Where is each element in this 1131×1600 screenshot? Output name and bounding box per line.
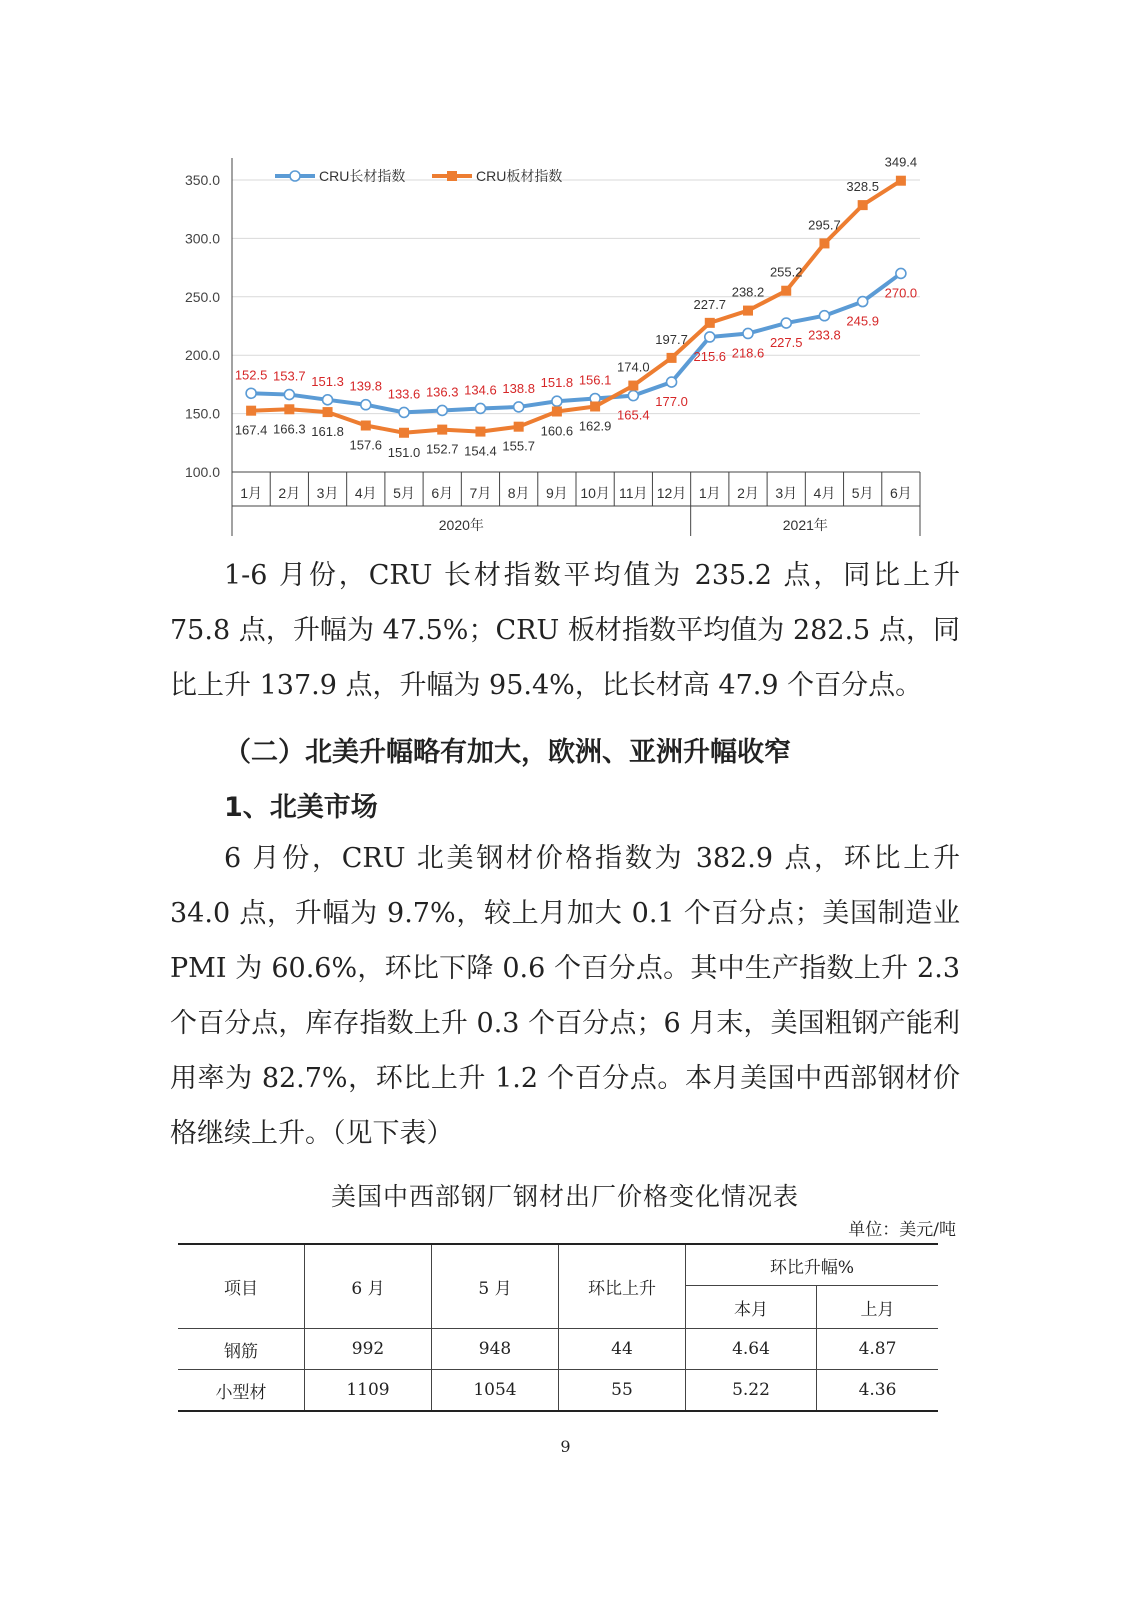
table-unit: 单位：美元/吨 bbox=[848, 1220, 956, 1240]
row-name: 钢筋 bbox=[178, 1329, 305, 1370]
x-category-label: 3月 bbox=[775, 485, 798, 501]
data-label-upper: 153.7 bbox=[273, 368, 306, 384]
chart-axes bbox=[232, 158, 920, 536]
data-label-upper: 156.1 bbox=[578, 372, 612, 388]
y-tick-label: 150.0 bbox=[184, 405, 220, 422]
data-point-flat-products bbox=[323, 407, 333, 417]
data-point-long-products bbox=[437, 405, 447, 415]
x-category-label: 12月 bbox=[656, 485, 687, 501]
data-label-long-products: 165.4 bbox=[617, 407, 650, 423]
data-point-long-products bbox=[399, 407, 409, 417]
data-label-long-products: 215.6 bbox=[693, 348, 727, 364]
chart-series bbox=[246, 176, 906, 438]
row-this-month: 5.22 bbox=[686, 1370, 817, 1412]
row-this-month: 4.64 bbox=[686, 1329, 817, 1370]
row-rise: 44 bbox=[559, 1329, 686, 1370]
x-category-label: 6月 bbox=[889, 485, 912, 501]
header-item: 项目 bbox=[178, 1244, 305, 1329]
data-label-flat-products: 174.0 bbox=[617, 359, 650, 375]
y-tick-label: 250.0 bbox=[184, 288, 220, 305]
data-point-long-products bbox=[896, 268, 906, 278]
table-row bbox=[178, 1370, 938, 1412]
x-category-label: 8月 bbox=[507, 485, 530, 501]
data-label-lower: 152.7 bbox=[425, 441, 459, 457]
legend-label-flat-products: CRU板材指数 bbox=[476, 168, 563, 184]
data-label-flat-products: 328.5 bbox=[846, 179, 879, 195]
header-may: 5 月 bbox=[432, 1244, 559, 1329]
data-label-upper: 139.8 bbox=[349, 378, 383, 394]
x-category-label: 1月 bbox=[698, 485, 721, 501]
data-point-flat-products bbox=[514, 422, 524, 432]
data-point-flat-products bbox=[781, 286, 791, 296]
data-point-long-products bbox=[819, 311, 829, 321]
data-label-lower: 155.7 bbox=[502, 438, 535, 454]
data-point-flat-products bbox=[896, 176, 906, 186]
data-label-flat-products: 295.7 bbox=[808, 217, 841, 233]
data-label-upper: 133.6 bbox=[387, 386, 421, 402]
data-point-long-products bbox=[743, 328, 753, 338]
data-point-long-products bbox=[781, 318, 791, 328]
data-label-flat-products: 238.2 bbox=[731, 284, 765, 300]
data-label-flat-products: 197.7 bbox=[655, 331, 688, 347]
subsection-heading-north-america-market: 1、北美市场 bbox=[224, 792, 378, 823]
x-category-label: 2月 bbox=[737, 485, 759, 501]
data-label-upper: 151.8 bbox=[540, 375, 574, 391]
data-point-flat-products bbox=[667, 353, 677, 363]
data-point-long-products bbox=[514, 402, 524, 412]
data-label-long-products: 227.5 bbox=[769, 335, 803, 351]
paragraph-cru-summary: 1-6 月份，CRU 长材指数平均值为 235.2 点，同比上升 75.8 点，升幅为 47.5%；CRU 板材指数平均值为 282.5 点，同比上升 137.9 点，升幅为 95.4%，比长材高 47.9 个百分点。 bbox=[170, 560, 960, 701]
data-label-lower: 166.3 bbox=[273, 421, 306, 437]
table-header-row bbox=[178, 1244, 938, 1286]
row-may: 1054 bbox=[432, 1370, 559, 1412]
x-category-label: 4月 bbox=[813, 485, 836, 501]
table-title: 美国中西部钢厂钢材出厂价格变化情况表 bbox=[330, 1182, 799, 1211]
data-point-flat-products bbox=[475, 427, 485, 437]
data-point-flat-products bbox=[705, 318, 715, 328]
data-point-flat-products bbox=[628, 381, 638, 391]
data-point-long-products bbox=[858, 297, 868, 307]
data-point-long-products bbox=[246, 388, 256, 398]
x-category-label: 7月 bbox=[469, 485, 492, 501]
row-rise: 55 bbox=[559, 1370, 686, 1412]
data-point-long-products bbox=[667, 377, 677, 387]
data-label-lower: 161.8 bbox=[311, 424, 344, 440]
data-label-upper: 152.5 bbox=[234, 367, 268, 383]
data-label-upper: 138.8 bbox=[502, 380, 535, 396]
header-this-month: 本月 bbox=[686, 1286, 817, 1329]
price-change-table bbox=[178, 1243, 938, 1412]
header-mom-rise: 环比上升 bbox=[559, 1244, 686, 1329]
data-point-flat-products bbox=[437, 425, 447, 435]
data-label-lower: 157.6 bbox=[349, 437, 383, 453]
header-june: 6 月 bbox=[305, 1244, 432, 1329]
data-label-lower: 154.4 bbox=[464, 443, 497, 459]
x-category-label: 9月 bbox=[545, 485, 568, 501]
data-point-long-products bbox=[284, 390, 294, 400]
data-point-long-products bbox=[705, 332, 715, 342]
data-point-flat-products bbox=[590, 401, 600, 411]
row-name: 小型材 bbox=[178, 1370, 305, 1412]
data-point-flat-products bbox=[819, 238, 829, 248]
data-label-lower: 151.0 bbox=[387, 444, 421, 460]
data-label-lower: 160.6 bbox=[540, 423, 574, 439]
row-last-month: 4.87 bbox=[817, 1329, 939, 1370]
data-point-flat-products bbox=[246, 406, 256, 416]
page-number: 9 bbox=[560, 1437, 571, 1456]
data-point-long-products bbox=[628, 391, 638, 401]
data-point-flat-products bbox=[858, 200, 868, 210]
chart-legend bbox=[275, 168, 562, 184]
x-group-label: 2020年 bbox=[438, 517, 484, 533]
data-label-long-products: 270.0 bbox=[884, 285, 918, 301]
x-category-label: 11月 bbox=[619, 485, 648, 501]
header-last-month: 上月 bbox=[860, 1299, 895, 1320]
data-label-flat-products: 255.2 bbox=[769, 264, 803, 280]
data-point-flat-products bbox=[284, 404, 294, 414]
cru-index-chart bbox=[170, 140, 960, 550]
data-point-long-products bbox=[361, 400, 371, 410]
x-category-label: 4月 bbox=[354, 485, 377, 501]
data-label-lower: 167.4 bbox=[234, 422, 268, 438]
row-june: 1109 bbox=[305, 1370, 432, 1412]
x-category-label: 1月 bbox=[240, 485, 263, 501]
x-category-label: 10月 bbox=[580, 485, 610, 501]
data-label-lower: 162.9 bbox=[578, 418, 612, 434]
legend-marker-flat-products bbox=[447, 171, 457, 181]
legend-marker-long-products bbox=[290, 171, 300, 181]
data-label-upper: 151.3 bbox=[311, 373, 344, 389]
row-may: 948 bbox=[432, 1329, 559, 1370]
series-line-flat-products bbox=[251, 181, 901, 433]
data-point-long-products bbox=[323, 395, 333, 405]
x-category-label: 5月 bbox=[393, 485, 415, 501]
data-label-flat-products: 349.4 bbox=[884, 154, 918, 170]
section-heading-north-america-rise: （二）北美升幅略有加大，欧洲、亚洲升幅收窄 bbox=[224, 737, 791, 768]
row-june: 992 bbox=[305, 1329, 432, 1370]
data-point-long-products bbox=[475, 403, 485, 413]
x-category-label: 2月 bbox=[278, 485, 301, 501]
x-category-label: 6月 bbox=[431, 485, 454, 501]
data-point-long-products bbox=[552, 396, 562, 406]
y-tick-label: 200.0 bbox=[184, 347, 220, 364]
data-point-flat-products bbox=[743, 306, 753, 316]
data-label-long-products: 177.0 bbox=[655, 394, 688, 410]
row-last-month: 4.36 bbox=[817, 1370, 939, 1412]
table-row bbox=[178, 1329, 938, 1370]
data-label-upper: 134.6 bbox=[464, 382, 497, 398]
data-label-long-products: 233.8 bbox=[808, 327, 841, 343]
legend-label-long-products: CRU长材指数 bbox=[319, 168, 406, 184]
x-group-label: 2021年 bbox=[782, 517, 828, 533]
data-label-upper: 136.3 bbox=[425, 384, 459, 400]
data-label-long-products: 245.9 bbox=[846, 313, 879, 329]
header-mom-pct: 环比升幅% bbox=[686, 1244, 939, 1286]
x-category-label: 5月 bbox=[851, 485, 874, 501]
data-label-long-products: 218.6 bbox=[731, 345, 765, 361]
data-label-flat-products: 227.7 bbox=[693, 296, 727, 312]
y-tick-label: 350.0 bbox=[184, 172, 220, 188]
y-tick-label: 300.0 bbox=[184, 230, 220, 247]
paragraph-north-america-details: 6 月份，CRU 北美钢材价格指数为 382.9 点，环比上升 34.0 点，升幅为 9.7%，较上月加大 0.1 个百分点；美国制造业 PMI 为 60.6%，环比下降 0.6 个百分点。其中生产指数上升 2.3 个百分点，库存指数上升 0.3 个百分点；6 月末，美国粗钢产能利用率为 82.7%，环比上升 1.2 个百分点。本月美国中西部钢材价格继续上升。（见下表） bbox=[170, 843, 960, 1149]
data-point-flat-products bbox=[552, 406, 562, 416]
data-point-flat-products bbox=[361, 421, 371, 431]
data-point-flat-products bbox=[399, 428, 409, 438]
y-tick-label: 100.0 bbox=[184, 464, 220, 480]
x-category-label: 3月 bbox=[316, 485, 339, 501]
y-axis-tick-labels bbox=[185, 172, 220, 480]
